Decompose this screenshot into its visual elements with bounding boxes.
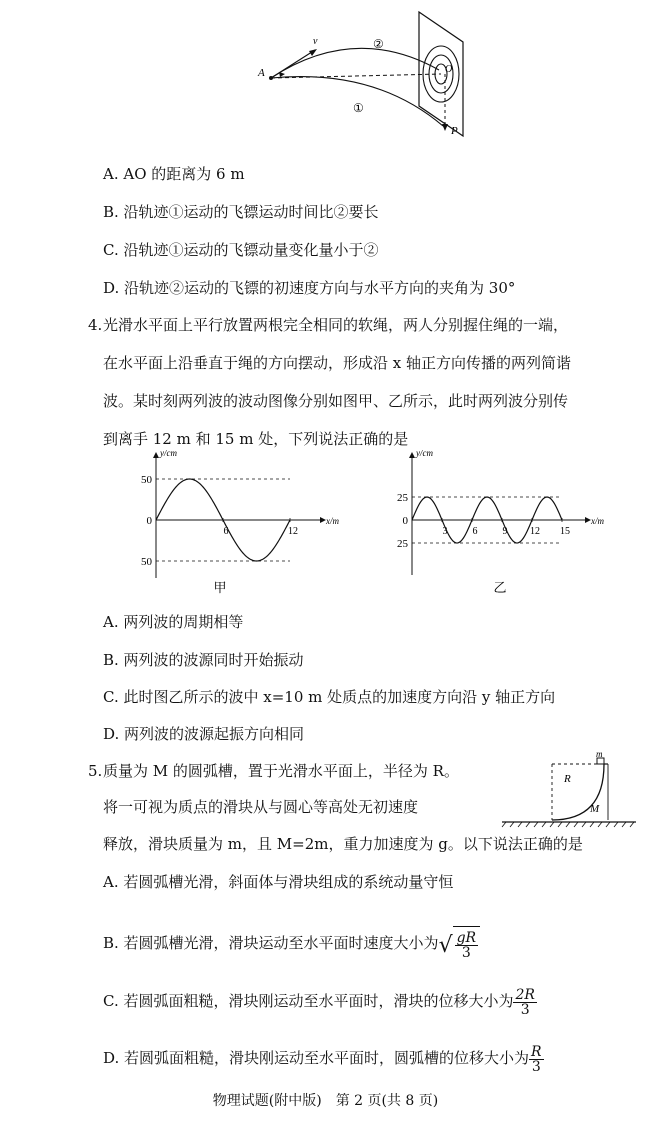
q3-option-c: C. 沿轨迹①运动的飞镖动量变化量小于②	[103, 241, 379, 259]
q4-option-b: B. 两列波的波源同时开始振动	[103, 651, 304, 669]
jia-title: 甲	[213, 580, 227, 595]
jia-x-label: x/m	[326, 516, 339, 526]
jia-x-tick-1: 12	[288, 526, 298, 537]
jia-y-axis-arrow	[153, 452, 159, 458]
q5-stem-line-2: 将一可视为质点的滑块从与圆心等高处无初速度	[103, 798, 419, 816]
q3-option-a: A. AO 的距离为 6 m	[103, 165, 245, 183]
dart-target-figure	[255, 8, 485, 148]
label-a: A	[258, 67, 265, 79]
page-footer: 物理试题(附中版) 第 2 页(共 8 页)	[212, 1093, 439, 1109]
q4-stem-line-1: 光滑水平面上平行放置两根完全相同的软绳，两人分别握住绳的一端，	[103, 316, 569, 334]
jia-y-label: y/cm	[160, 450, 177, 458]
label-trajectory-1: ①	[353, 101, 364, 115]
q3-option-d: D. 沿轨迹②运动的飞镖的初速度方向与水平方向的夹角为 30°	[103, 279, 516, 297]
q4-option-c: C. 此时图乙所示的波中 x=10 m 处质点的加速度方向沿 y 轴正方向	[103, 688, 556, 706]
jia-y-tick-2: 50	[141, 556, 152, 568]
q4-option-d: D. 两列波的波源起振方向相同	[103, 725, 305, 743]
jia-y-tick-1: 0	[146, 515, 152, 527]
wave-chart-jia	[120, 450, 350, 600]
q4-stem-line-2: 在水平面上沿垂直于绳的方向摆动，形成沿 x 轴正方向传播的两列简谐	[103, 354, 571, 372]
fig-label-m-large: M	[590, 803, 600, 815]
label-trajectory-2: ②	[373, 37, 384, 51]
q4-option-a: A. 两列波的周期相等	[103, 613, 244, 631]
q4-stem-line-4: 到离手 12 m 和 15 m 处，下列说法正确的是	[103, 430, 409, 448]
q5-number: 5.	[88, 762, 103, 780]
yi-x-tick-4: 15	[560, 526, 570, 537]
label-o: O	[445, 64, 453, 75]
yi-x-tick-1: 6	[472, 526, 478, 537]
q4-number: 4.	[88, 316, 103, 334]
q5-option-b	[103, 925, 480, 963]
q5-stem-line-3: 释放，滑块质量为 m，且 M=2m，重力加速度为 g。以下说法正确的是	[103, 835, 583, 853]
yi-x-tick-0: 3	[442, 526, 448, 537]
yi-x-tick-2: 9	[502, 526, 508, 537]
q5-option-c	[103, 983, 537, 1019]
q5-b-numerator: gR	[456, 930, 477, 946]
jia-y-tick-0: 50	[141, 474, 152, 486]
wave-chart-yi	[380, 450, 620, 600]
q5-d-numerator: R	[531, 1043, 542, 1060]
arc-groove-figure	[500, 752, 640, 832]
label-p: P	[451, 125, 458, 137]
q5-option-a: A. 若圆弧槽光滑，斜面体与滑块组成的系统动量守恒	[103, 873, 454, 891]
yi-x-tick-3: 12	[530, 526, 540, 537]
yi-y-tick-2: 25	[397, 538, 408, 550]
q5-c-denominator: 3	[520, 1001, 530, 1018]
yi-y-label: y/cm	[416, 450, 433, 458]
yi-y-axis-arrow	[409, 452, 415, 458]
q5-stem-line-1: 质量为 M 的圆弧槽，置于光滑水平面上，半径为 R。	[103, 762, 459, 780]
q3-option-b: B. 沿轨迹①运动的飞镖运动时间比②要长	[103, 203, 379, 221]
q5-b-denominator: 3	[461, 945, 471, 961]
q4-stem-line-3: 波。某时刻两列波的波动图像分别如图甲、乙所示，此时两列波分别传	[103, 392, 569, 410]
fig-label-r: R	[564, 773, 571, 785]
sqrt-fraction: √ $\frac{gR}{3}$	[439, 926, 481, 963]
q5-option-c-text: C. 若圆弧面粗糙，滑块刚运动至水平面时，滑块的位移大小为	[103, 992, 514, 1010]
label-v: v	[313, 36, 318, 47]
q5-c-numerator: 2R	[515, 986, 535, 1003]
q5-option-b-text: B. 若圆弧槽光滑，滑块运动至水平面时速度大小为	[103, 934, 439, 952]
yi-y-tick-0: 25	[397, 492, 408, 504]
fig-label-m-small: m	[596, 752, 603, 759]
q5-option-d	[103, 1040, 544, 1076]
q5-d-denominator: 3	[531, 1058, 541, 1075]
yi-x-label: x/m	[591, 516, 604, 526]
jia-x-tick-0: 6	[223, 526, 229, 537]
q5-option-d-text: D. 若圆弧面粗糙，滑块刚运动至水平面时，圆弧槽的位移大小为	[103, 1049, 530, 1067]
yi-y-tick-1: 0	[402, 515, 408, 527]
yi-title: 乙	[493, 580, 507, 595]
